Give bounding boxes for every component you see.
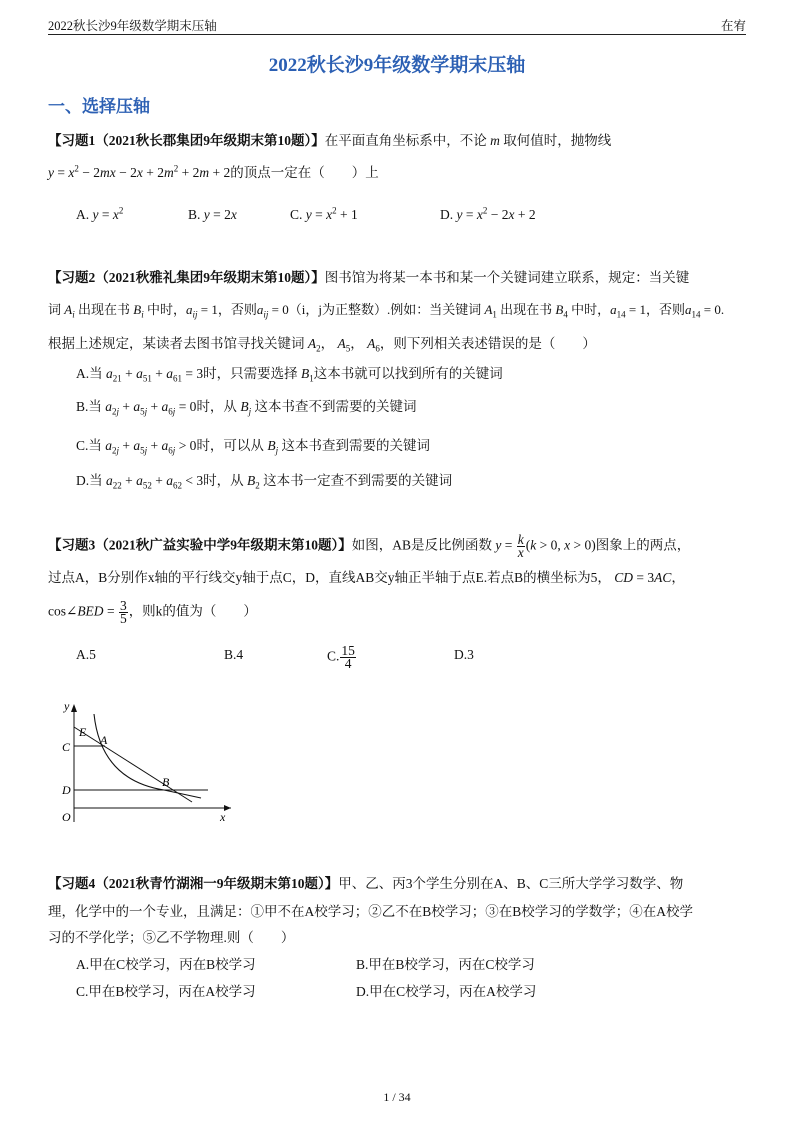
label-a: A [100,733,108,747]
p3-option-b[interactable]: B.4 [224,647,244,662]
header-left: 2022秋长沙9年级数学期末压轴 [48,19,217,33]
header-right: 在宥 [720,19,746,33]
p2-option-b[interactable]: B.当 $a_{2j} + a_{5j} + a_{6j} = 0$时，从 $B_j$ 这本书查不到需要的关键词 [76,399,417,417]
p1-option-b[interactable]: B. y = 2x [188,207,237,222]
label-d: D [62,783,71,797]
label-x: x [220,810,226,824]
p2-line3: 根据上述规定，某读者去图书馆寻找关键词 $A_2$， $A_5$， $A_6$，则下列相关表述错误的是（ ） [48,336,596,354]
p2-option-d[interactable]: D.当 $a_{22} + a_{52} + a_{62} < 3$时，从 $B_2$ 这本书一定查不到需要的关键词 [76,473,453,491]
p2-line2: 词 $A_i$ 出现在书 $B_i$ 中时，$a_{ij} = 1$，否则$a_{ij} = 0(i$，j为正整数）.例如：当关键词 $A_1$ 出现在书 $B_4$ 中时，$a_{14} = 1$，否则$a_{14} = 0$. [48,302,725,320]
p4-line2: 理，化学中的一个专业，且满足：①甲不在A校学习；②乙不在B校学习；③在B校学习的学数学；④在A校学 [48,904,694,919]
p1-option-c[interactable]: C. $y = x^2 + 1$ [290,205,358,222]
p1-option-d[interactable]: D. $y = x^2 - 2x + 2$ [440,205,536,222]
p3-option-a[interactable]: A.5 [76,647,96,662]
hyperbola-curve [94,714,201,798]
p1-option-a[interactable]: A. $y = x^2$ [76,205,124,222]
p4-option-c[interactable]: C.甲在B校学习，丙在A校学习 [76,984,256,999]
p4-tag: 【习题4（2021秋青竹湖湘一9年级期末第10题）】 [48,876,339,891]
p1-line2: $y = x^2 - 2mx - 2x + 2m^2 + 2m + 2$的顶点一定在（ ）上 [48,163,379,180]
p2-option-a[interactable]: A.当 $a_{21} + a_{51} + a_{61} = 3$时，只需要选择 $B_1$这本书就可以找到所有的关键词 [76,366,503,384]
p3-line2: 过点A，B分别作x轴的平行线交y轴于点C，D，直线AB交y轴正半轴于点E.若点B的横坐标为5， CD = 3AC， [48,570,685,585]
p4-option-d[interactable]: D.甲在C校学习，丙在A校学习 [356,984,537,999]
p3-figure [56,700,236,825]
p3-line1: 【习题3（2021秋广益实验中学9年级期末第10题）】如图，AB是反比例函数 y = $\frac{k}{x}$ (k > 0, x > 0)图象上的两点， [48,532,691,560]
p4-option-b[interactable]: B.甲在B校学习，丙在C校学习 [356,957,535,972]
label-y: y [64,700,70,713]
label-o: O [62,810,71,824]
p3-option-d[interactable]: D.3 [454,647,474,662]
p4-line1: 【习题4（2021秋青竹湖湘一9年级期末第10题）】甲、乙、丙3个学生分别在A、B、C三所大学学习数学、物 [48,876,684,891]
label-b: B [162,775,170,789]
section-heading: 一、选择压轴 [48,97,150,116]
p2-line1: 【习题2（2021秋雅礼集团9年级期末第10题）】图书馆为将某一本书和某一个关键词建立联系，规定：当关键 [48,270,690,285]
p2-option-c[interactable]: C.当 $a_{2j} + a_{5j} + a_{6j} > 0$时，可以从 $B_j$ 这本书查到需要的关键词 [76,438,430,456]
label-c: C [62,740,71,754]
p4-option-a[interactable]: A.甲在C校学习，丙在B校学习 [76,957,256,972]
p4-line3: 习的不学化学；⑤乙不学物理.则（ ） [48,930,295,945]
p1-line1: 【习题1（2021秋长郡集团9年级期末第10题）】在平面直角坐标系中，不论 m 取何值时，抛物线 [48,133,612,148]
p3-tag: 【习题3（2021秋广益实验中学9年级期末第10题）】 [48,537,352,553]
label-e: E [79,725,87,739]
page-title: 2022秋长沙9年级数学期末压轴 [268,55,526,76]
page-number: 1 / 34 [383,1090,411,1104]
p2-tag: 【习题2（2021秋雅礼集团9年级期末第10题）】 [48,270,325,285]
page-header [48,14,746,35]
p3-option-c[interactable]: C. $\frac{15}{4}$ [327,643,355,671]
p3-line3: cos∠BED = $\frac{3}{5}$ ，则k的值为（ ） [48,598,257,626]
y-axis-arrow [71,704,77,712]
p1-tag: 【习题1（2021秋长郡集团9年级期末第10题）】 [48,133,325,148]
line-ab [74,727,192,802]
